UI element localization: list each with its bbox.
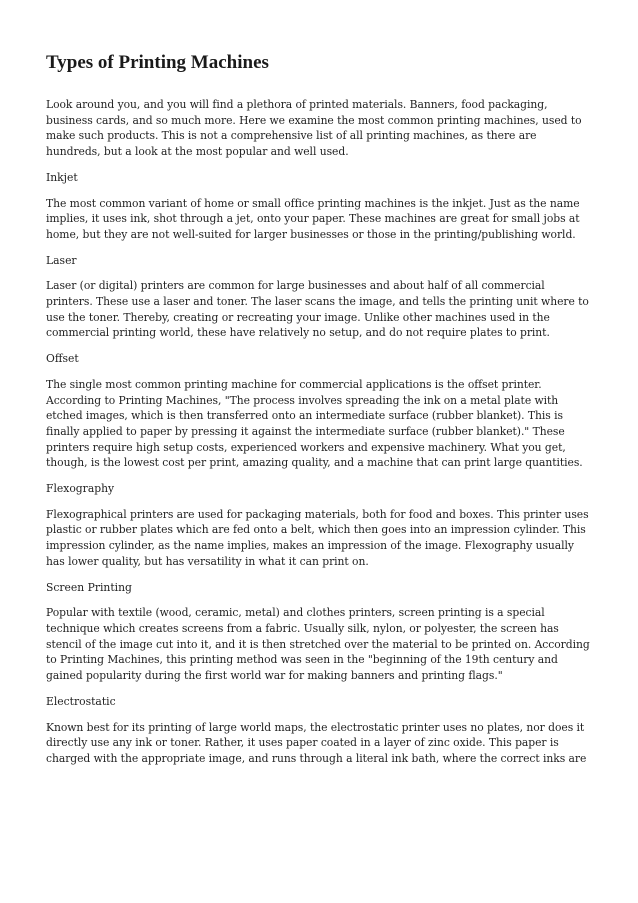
section-body-inkjet: The most common variant of home or small office printing machines is the inkjet. Just as the name implies, it uses ink, shot through a jet, onto your paper. These machines are great for small jobs at home, but they are not well-suited for larger businesses or those in the printing/publishing world. xyxy=(46,196,580,241)
section-body-offset: The single most common printing machine for commercial applications is the offset printer. According to Printing Machines, "The process involves spreading the ink on a metal plate with etched images, which is then transferred onto an intermediate surface (rubber blanket). This is finally applied to paper by pressing it against the intermediate surface (rubber blanket)." These printers require high setup costs, experienced workers and expensive machinery. What you get, though, is the lowest cost per print, amazing quality, and a machine that can print large quantities. xyxy=(46,377,583,470)
section-heading-flexography: Flexography xyxy=(46,482,115,496)
section-body-laser: Laser (or digital) printers are common for large businesses and about half of all commercial printers. These use a laser and toner. The laser scans the image, and tells the printing unit where to use the toner. Thereby, creating or recreating your image. Unlike other machines used in the commercial printing world, these have relatively no setup, and do not require plates to print. xyxy=(46,279,589,340)
section-body-flexography: Flexographical printers are used for packaging materials, both for food and boxes. This printer uses plastic or rubber plates which are fed onto a belt, which then goes into an impression cylinder. This impression cylinder, as the name implies, makes an impression of the image. Flexography usually has lower quality, but has versatility in what it can print on. xyxy=(46,507,589,568)
section-heading-electrostatic: Electrostatic xyxy=(46,694,116,708)
section-body-screen-printing: Popular with textile (wood, ceramic, metal) and clothes printers, screen printing is a special technique which creates screens from a fabric. Usually silk, nylon, or polyester, the screen has stencil of the image cut into it, and it is then stretched over the material to be printed on. According to Printing Machines, this printing method was seen in the "beginning of the 19th century and gained popularity during the first world war for making banners and printing flags." xyxy=(46,606,590,683)
section-heading-screen-printing: Screen Printing xyxy=(46,580,132,594)
document-page xyxy=(46,52,594,777)
document-title: Types of Printing Machines xyxy=(46,52,269,73)
section-heading-offset: Offset xyxy=(46,352,79,366)
section-heading-laser: Laser xyxy=(46,253,77,267)
section-body-electrostatic: Known best for its printing of large world maps, the electrostatic printer uses no plates, nor does it directly use any ink or toner. Rather, it uses paper coated in a layer of zinc oxide. This paper is charged with the appropriate image, and runs through a literal ink bath, where the correct inks are xyxy=(46,720,587,765)
intro-paragraph: Look around you, and you will find a plethora of printed materials. Banners, food packaging, business cards, and so much more. Here we examine the most common printing machines, used to make such products. This is not a comprehensive list of all printing machines, as there are hundreds, but a look at the most popular and well used. xyxy=(46,98,582,159)
section-heading-inkjet: Inkjet xyxy=(46,170,78,184)
